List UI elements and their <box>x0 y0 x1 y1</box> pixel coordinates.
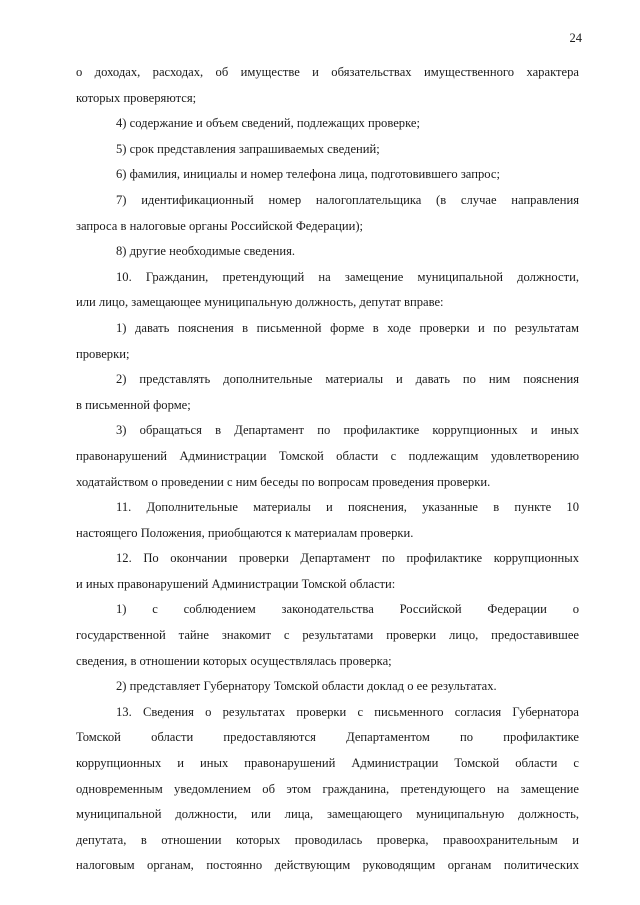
text-line: запроса в налоговые органы Российской Федерации); <box>76 218 364 233</box>
text-line: проверки; <box>76 346 130 361</box>
document-body <box>76 60 579 879</box>
clause-12-item-1: 1) с соблюдением законодательства Российской Федерации о <box>116 602 579 617</box>
text-line: настоящего Положения, приобщаются к материалам проверки. <box>76 525 414 540</box>
text-line: коррупционных и иных правонарушений Администрации Томской области с <box>76 756 579 771</box>
text-line: одновременным уведомлением об этом гражданина, претендующего на замещение <box>76 781 579 796</box>
clause-10-item-2: 2) представлять дополнительные материалы и давать по ним пояснения <box>116 372 579 387</box>
text-line: правонарушений Администрации Томской области с подлежащим удовлетворению <box>76 448 579 463</box>
list-item-5: 5) срок представления запрашиваемых сведений; <box>116 141 380 156</box>
clause-12-item-2: 2) представляет Губернатору Томской области доклад о ее результатах. <box>116 679 497 694</box>
text-line: ходатайством о проведении с ним беседы по вопросам проведения проверки. <box>76 474 491 489</box>
text-line: сведения, в отношении которых осуществлялась проверка; <box>76 653 392 668</box>
page-number: 24 <box>569 31 582 45</box>
text-line: или лицо, замещающее муниципальную должность, депутат вправе: <box>76 295 444 310</box>
clause-11: 11. Дополнительные материалы и пояснения, указанные в пункте 10 <box>116 500 579 515</box>
text-line: о доходах, расходах, об имуществе и обязательствах имущественного характера <box>76 65 579 79</box>
clause-10: 10. Гражданин, претендующий на замещение муниципальной должности, <box>116 269 579 284</box>
text-line: Томской области предоставляются Департаментом по профилактике <box>76 730 579 745</box>
list-item-6: 6) фамилия, инициалы и номер телефона лица, подготовившего запрос; <box>116 167 500 182</box>
clause-12: 12. По окончании проверки Департамент по профилактике коррупционных <box>116 551 579 566</box>
list-item-4: 4) содержание и объем сведений, подлежащих проверке; <box>116 116 420 131</box>
list-item-8: 8) другие необходимые сведения. <box>116 244 296 259</box>
text-line: налоговым органам, постоянно действующим руководящим органам политических <box>76 858 579 873</box>
list-item-7: 7) идентификационный номер налогоплательщика (в случае направления <box>116 192 579 207</box>
clause-13: 13. Сведения о результатах проверки с письменного согласия Губернатора <box>116 704 579 719</box>
clause-10-item-3: 3) обращаться в Департамент по профилактике коррупционных и иных <box>116 423 579 438</box>
text-line: муниципальной должности, или лица, замещающего муниципальную должность, <box>76 807 579 822</box>
text-line: и иных правонарушений Администрации Томской области: <box>76 576 396 591</box>
text-line: депутата, в отношении которых проводилась проверка, правоохранительным и <box>76 832 579 847</box>
text-line: государственной тайне знакомит с результатами проверки лицо, предоставившее <box>76 628 579 643</box>
text-line: которых проверяются; <box>76 90 197 105</box>
clause-10-item-1: 1) давать пояснения в письменной форме в ходе проверки и по результатам <box>116 320 579 335</box>
text-line: в письменной форме; <box>76 397 191 412</box>
